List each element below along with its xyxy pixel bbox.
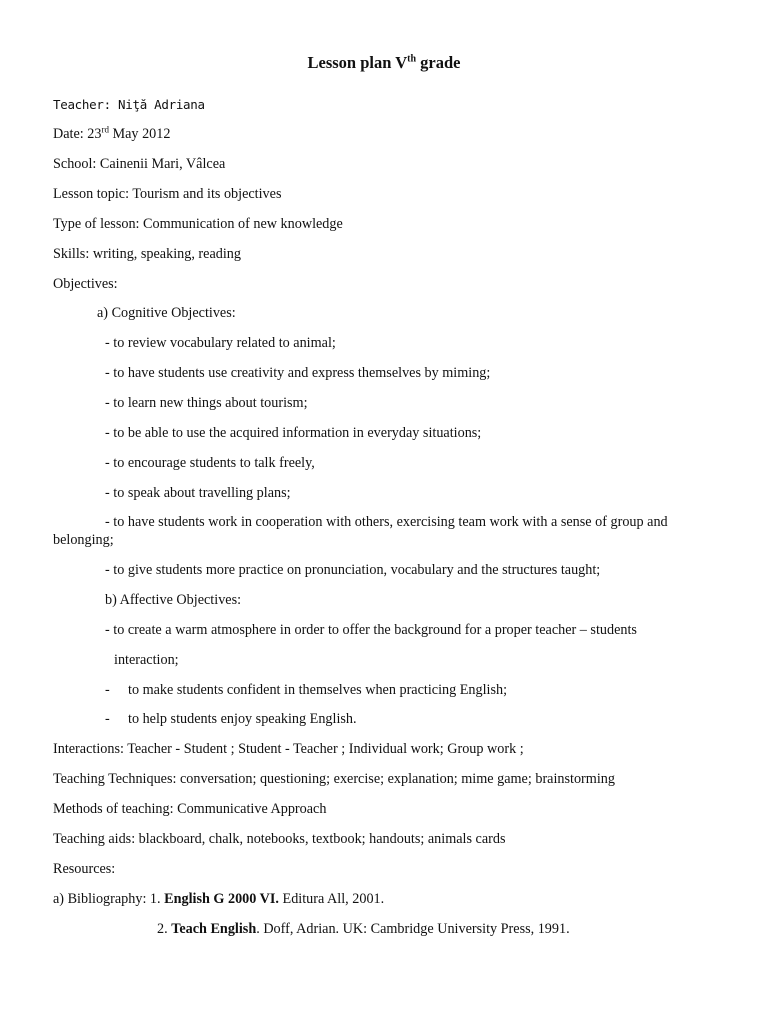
bibliography-entry-2: 2. Teach English. Doff, Adrian. UK: Cambridge University Press, 1991. bbox=[157, 921, 570, 937]
bullet-dash: - bbox=[105, 682, 110, 698]
cognitive-objective-item-continuation: belonging; bbox=[53, 532, 114, 548]
cognitive-objective-item: - to encourage students to talk freely, bbox=[105, 455, 315, 471]
teaching-techniques-line: Teaching Techniques: conversation; questioning; exercise; explanation; mime game; brainstorming bbox=[53, 771, 615, 787]
affective-objective-item-continuation: interaction; bbox=[114, 652, 179, 668]
lesson-topic-line: Lesson topic: Tourism and its objectives bbox=[53, 186, 282, 202]
affective-objectives-heading: b) Affective Objectives: bbox=[105, 592, 242, 608]
cognitive-objectives-heading: a) Cognitive Objectives: bbox=[97, 305, 236, 321]
bibliography-entry-1: a) Bibliography: 1. English G 2000 VI. Editura All, 2001. bbox=[53, 891, 385, 907]
resources-label: Resources: bbox=[53, 861, 116, 877]
teacher-line: Teacher: Niţă Adriana bbox=[53, 97, 205, 112]
cognitive-objective-item: - to give students more practice on pronunciation, vocabulary and the structures taught; bbox=[105, 562, 601, 578]
teaching-aids-line: Teaching aids: blackboard, chalk, notebooks, textbook; handouts; animals cards bbox=[53, 831, 506, 847]
affective-objective-item: to make students confident in themselves when practicing English; bbox=[128, 682, 508, 698]
interactions-line: Interactions: Teacher - Student ; Student - Teacher ; Individual work; Group work ; bbox=[53, 741, 524, 757]
objectives-label: Objectives: bbox=[53, 276, 118, 292]
lesson-type-line: Type of lesson: Communication of new knowledge bbox=[53, 216, 343, 232]
skills-line: Skills: writing, speaking, reading bbox=[53, 246, 241, 262]
cognitive-objective-item: - to be able to use the acquired information in everyday situations; bbox=[105, 425, 482, 441]
cognitive-objective-item: - to speak about travelling plans; bbox=[105, 485, 291, 501]
school-line: School: Cainenii Mari, Vâlcea bbox=[53, 156, 226, 172]
cognitive-objective-item: - to learn new things about tourism; bbox=[105, 395, 308, 411]
affective-objective-item: to help students enjoy speaking English. bbox=[128, 711, 357, 727]
bullet-dash: - bbox=[105, 711, 110, 727]
cognitive-objective-item: - to have students use creativity and express themselves by miming; bbox=[105, 365, 491, 381]
affective-objective-item: - to create a warm atmosphere in order to offer the background for a proper teacher – students bbox=[105, 622, 637, 638]
cognitive-objective-item: - to have students work in cooperation with others, exercising team work with a sense of group and bbox=[105, 514, 668, 530]
methods-line: Methods of teaching: Communicative Approach bbox=[53, 801, 327, 817]
date-line: Date: 23rd May 2012 bbox=[53, 124, 171, 142]
page-title: Lesson plan Vth grade bbox=[307, 53, 461, 72]
cognitive-objective-item: - to review vocabulary related to animal; bbox=[105, 335, 336, 351]
